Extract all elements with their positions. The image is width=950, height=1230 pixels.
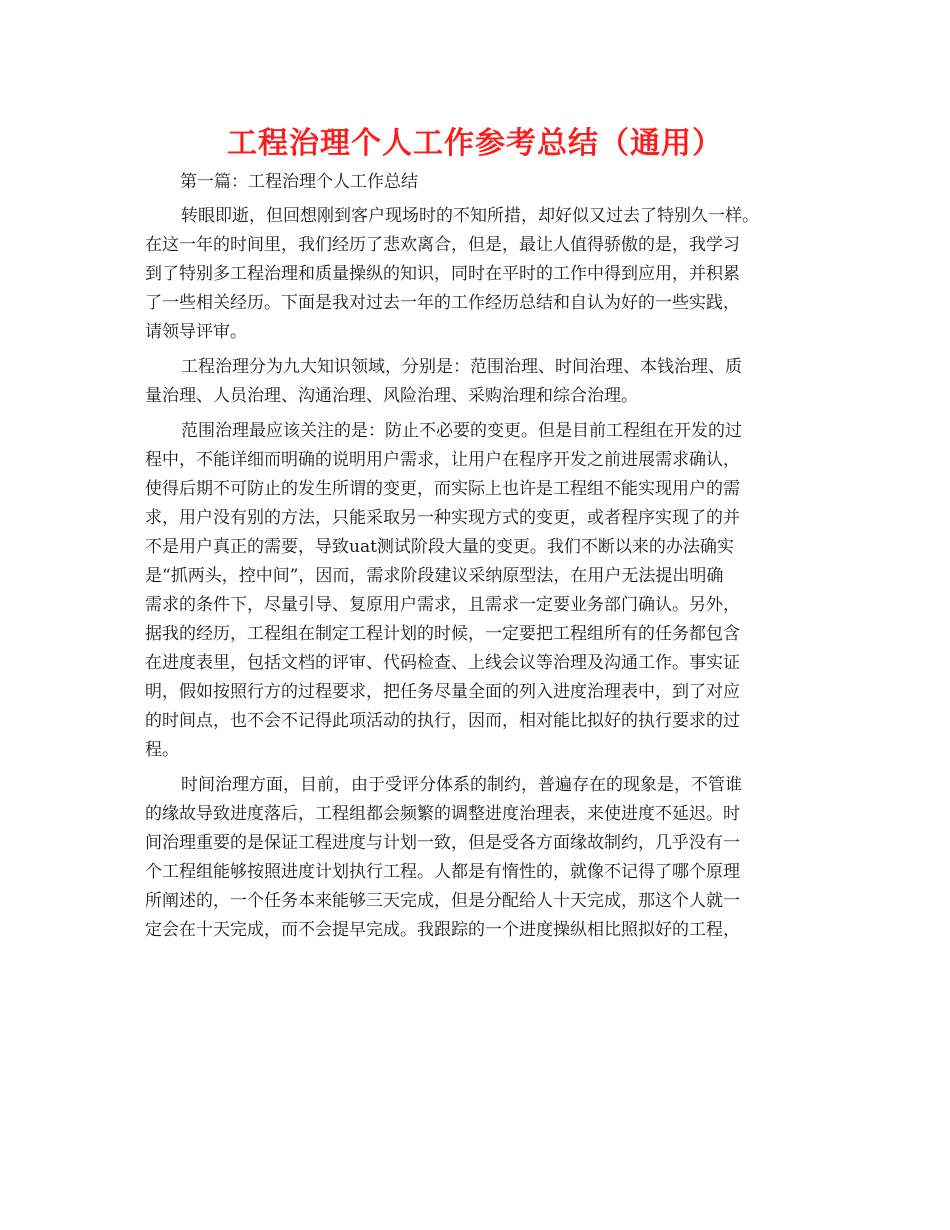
paragraph-line: 个工程组能够按照进度计划执行工程。人都是有惰性的，就像不记得了哪个原理	[145, 862, 740, 882]
document-subtitle: 第一篇：工程治理个人工作总结	[180, 172, 418, 192]
paragraph-line: 定会在十天完成，而不会提早完成。我跟踪的一个进度操纵相比照拟好的工程，	[145, 920, 740, 940]
document-body	[145, 202, 810, 951]
document-title: 工程治理个人工作参考总结（通用）	[227, 126, 723, 161]
paragraph	[145, 771, 810, 945]
paragraph	[145, 417, 810, 765]
paragraph-line: 程。	[145, 740, 179, 760]
paragraph-line: 量治理、人员治理、沟通治理、风险治理、采购治理和综合治理。	[145, 386, 638, 406]
paragraph-line: 需求的条件下，尽量引导、复原用户需求，且需求一定要业务部门确认。另外，	[145, 595, 740, 615]
paragraph-line: 间治理重要的是保证工程进度与计划一致，但是受各方面缘故制约，几乎没有一	[145, 833, 740, 853]
paragraph	[145, 202, 810, 347]
paragraph-line: 范围治理最应该关注的是：防止不必要的变更。但是目前工程组在开发的过	[181, 421, 742, 441]
paragraph-line: 使得后期不可防止的发生所谓的变更，而实际上也许是工程组不能实现用户的需	[145, 479, 740, 499]
paragraph-line: 转眼即逝，但回想刚到客户现场时的不知所措，却好似又过去了特别久一样。	[181, 206, 759, 226]
paragraph-line: 时间治理方面，目前，由于受评分体系的制约，普遍存在的现象是，不管谁	[181, 775, 742, 795]
paragraph-line: 据我的经历，工程组在制定工程计划的时候，一定要把工程组所有的任务都包含	[145, 624, 740, 644]
paragraph-line: 是“抓两头，控中间”，因而，需求阶段建议采纳原型法，在用户无法提出明确	[145, 566, 724, 586]
paragraph-line: 了一些相关经历。下面是我对过去一年的工作经历总结和自认为好的一些实践，	[145, 293, 740, 313]
paragraph-line: 在这一年的时间里，我们经历了悲欢离合，但是，最让人值得骄傲的是，我学习	[145, 235, 740, 255]
paragraph	[145, 353, 810, 411]
paragraph-line: 程中，不能详细而明确的说明用户需求，让用户在程序开发之前进展需求确认，	[145, 450, 740, 470]
paragraph-line: 请领导评审。	[145, 322, 247, 342]
paragraph-line: 工程治理分为九大知识领域，分别是：范围治理、时间治理、本钱治理、质	[181, 357, 742, 377]
paragraph-line: 到了特别多工程治理和质量操纵的知识，同时在平时的工作中得到应用，并积累	[145, 264, 740, 284]
paragraph-line: 的时间点，也不会不记得此项活动的执行，因而，相对能比拟好的执行要求的过	[145, 711, 740, 731]
paragraph-line: 在进度表里，包括文档的评审、代码检查、上线会议等治理及沟通工作。事实证	[145, 653, 740, 673]
paragraph-line: 求，用户没有别的方法，只能采取另一种实现方式的变更，或者程序实现了的并	[145, 508, 740, 528]
paragraph-line: 不是用户真正的需要，导致uat测试阶段大量的变更。我们不断以来的办法确实	[145, 537, 734, 557]
paragraph-line: 的缘故导致进度落后，工程组都会频繁的调整进度治理表，来使进度不延迟。时	[145, 804, 740, 824]
paragraph-line: 所阐述的，一个任务本来能够三天完成，但是分配给人十天完成，那这个人就一	[145, 891, 740, 911]
paragraph-line: 明，假如按照行方的过程要求，把任务尽量全面的列入进度治理表中，到了对应	[145, 682, 740, 702]
